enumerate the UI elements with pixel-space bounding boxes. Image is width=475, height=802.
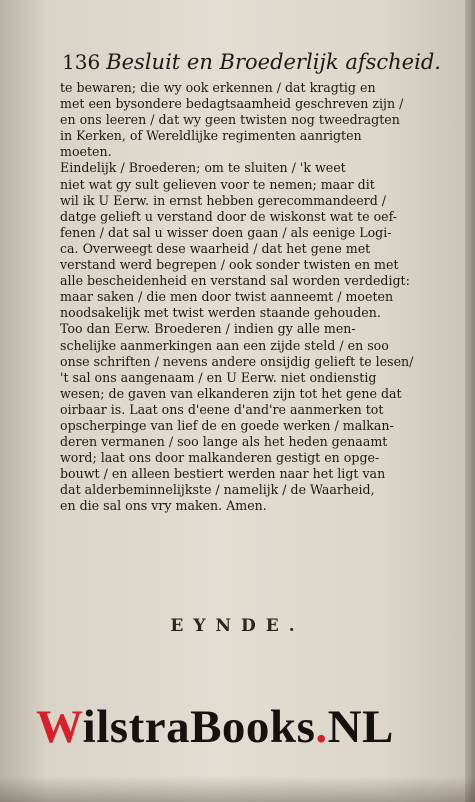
text-line: niet wat gy sult gelieven voor te nemen; maar dit [60, 176, 375, 192]
body-text [60, 80, 432, 515]
text-line: en ons leeren / dat wy geen twisten nog tweedragten [60, 112, 400, 128]
page-shadow [0, 776, 475, 802]
page-number: 136 [62, 50, 101, 74]
watermark-name: ilstraBooks [82, 701, 316, 753]
text-line: wesen; de gaven van elkanderen zijn tot het gene dat [60, 385, 402, 401]
text-line: en die sal ons vry maken. Amen. [60, 498, 267, 514]
watermark-tld: NL [327, 701, 394, 753]
text-line: wil ik U Eerw. in ernst hebben gerecommandeerd / [60, 192, 387, 208]
text-line: verstand werd begrepen / ook sonder twisten en met [60, 257, 399, 273]
text-line: onse schriften / nevens andere onsijdig gelieft te lesen/ [60, 353, 414, 369]
text-line: met een bysondere bedagtsaamheid geschreven zijn / [60, 96, 404, 112]
text-line: ca. Overweegt dese waarheid / dat het gene met [60, 240, 371, 256]
watermark-dot: . [315, 701, 328, 753]
text-line: Too dan Eerw. Broederen / indien gy alle men- [60, 321, 356, 337]
text-line: word; laat ons door malkanderen gestigt en opge- [60, 450, 380, 466]
watermark-initial: W [36, 701, 83, 753]
page-edge [465, 0, 475, 802]
text-line: datge gelieft u verstand door de wiskonst wat te oef- [60, 208, 398, 224]
text-line: dat alderbeminnelijkste / namelijk / de Waarheid, [60, 482, 375, 498]
running-title: Besluit en Broederlijk afscheid. [106, 50, 441, 74]
running-header [62, 50, 441, 74]
text-line: in Kerken, of Wereldlijke regimenten aanrigten [60, 128, 362, 144]
end-word: EYNDE. [170, 616, 305, 636]
text-line: te bewaren; die wy ook erkennen / dat kragtig en [60, 80, 376, 95]
text-line: maar saken / die men door twist aanneemt / moeten [60, 289, 394, 305]
text-line: bouwt / en alleen bestiert werden naar het ligt van [60, 466, 386, 482]
text-line: Eindelijk / Broederen; om te sluiten / 'k weet [60, 160, 346, 176]
text-line: fenen / dat sal u wisser doen gaan / als eenige Logi- [60, 224, 392, 240]
text-line: moeten. [60, 144, 112, 160]
watermark-logo [36, 700, 394, 754]
text-line: noodsakelijk met twist werden staande gehouden. [60, 305, 381, 321]
text-line: oirbaar is. Laat ons d'eene d'and're aanmerken tot [60, 401, 384, 417]
text-line: schelijke aanmerkingen aan een zijde steld / en soo [60, 337, 389, 353]
text-line: 't sal ons aangenaam / en U Eerw. niet ondienstig [60, 369, 377, 385]
text-line: opscherpinge van lief de en goede werken / malkan- [60, 417, 394, 433]
text-line: deren vermanen / soo lange als het heden genaamt [60, 434, 388, 450]
text-line: alle bescheidenheid en verstand sal worden verdedigt: [60, 273, 410, 289]
